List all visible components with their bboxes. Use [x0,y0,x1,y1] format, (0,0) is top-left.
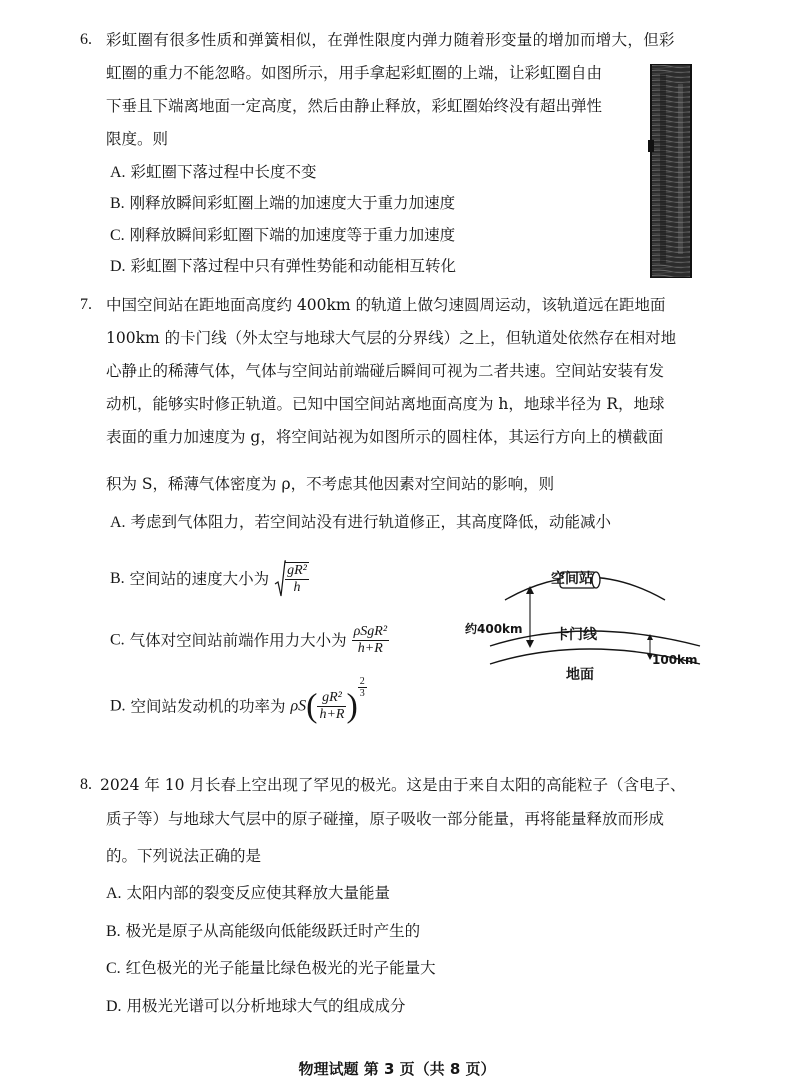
fraction-numerator: gR² [287,563,307,578]
option-label: B. [106,923,121,940]
sqrt-expression [274,560,309,598]
q8-option-b [106,921,420,942]
q7-stem-line: 积为 S，稀薄气体密度为 ρ，不考虑其他因素对空间站的影响，则 [106,475,555,493]
option-text: 空间站发动机的功率为 [130,697,286,716]
option-text: 气体对空间站前端作用力大小为 [129,631,347,650]
orbit-height-label: 约400km [465,622,523,636]
fraction [352,624,389,657]
option-label: A. [110,164,126,181]
karman-height-label: 100km [652,653,698,667]
option-label: A. [106,885,122,902]
q6-stem-line: 彩虹圈有很多性质和弹簧相似，在弹性限度内弹力随着形变量的增加而增大，但彩 [106,31,675,49]
karman-line-label: 卡门线 [555,627,597,643]
option-text: 太阳内部的裂变反应使其释放大量能量 [126,884,391,902]
q7-option-c [110,624,389,657]
exponent-denominator: 3 [359,688,365,699]
option-label: A. [110,514,126,531]
q8-option-c [106,958,436,979]
option-label: D. [110,697,126,715]
q7-stem-line: 表面的重力加速度为 g，将空间站视为如图所示的圆柱体，其运行方向上的横截面 [106,428,664,446]
q7-stem-line: 动机，能够实时修正轨道。已知中国空间站离地面高度为 h，地球半径为 R，地球 [106,395,665,413]
q8-option-a [106,883,390,904]
q7-option-d [110,676,367,725]
fraction-numerator: gR² [322,690,342,705]
fraction-denominator: h [285,579,309,596]
option-text: 红色极光的光子能量比绿色极光的光子能量大 [125,959,436,977]
q6-option-a [110,162,317,183]
page-footer: 物理试题 第 3 页（共 8 页） [298,1060,496,1078]
q8-stem-line: 的。下列说法正确的是 [106,847,262,865]
exponent-fraction [358,676,367,699]
power-prefix: ρS [290,697,307,715]
fraction-denominator: h+R [319,707,345,722]
option-text: 用极光光谱可以分析地球大气的组成成分 [126,997,406,1015]
option-label: B. [110,195,125,212]
altitude-arrow [526,586,534,648]
q8-option-d [106,996,406,1017]
option-text: 极光是原子从高能级向低能级跃迁时产生的 [125,922,421,940]
q6-option-d [110,256,456,277]
option-text: 刚释放瞬间彩虹圈下端的加速度等于重力加速度 [129,226,456,244]
q6-stem-line: 限度。则 [106,130,169,148]
q7-number: 7. [80,296,92,313]
q7-option-a [110,512,611,533]
option-label: D. [110,258,126,275]
q6-option-b [110,193,455,214]
option-text: 空间站的速度大小为 [129,570,270,588]
q6-stem-line: 虹圈的重力不能忽略。如图所示，用手拿起彩虹圈的上端，让彩虹圈自由 [106,64,603,82]
q8-stem-line: 质子等）与地球大气层中的原子碰撞，原子吸收一部分能量，再将能量释放而形成 [106,810,665,828]
option-label: C. [110,631,125,649]
option-label: C. [106,960,121,977]
option-text: 彩虹圈下落过程中长度不变 [130,163,317,181]
q6-stem-line: 下垂且下端离地面一定高度，然后由静止释放，彩虹圈始终没有超出弹性 [106,97,603,115]
rainbow-spring-photo [648,64,694,278]
q7-stem-line: 100km 的卡门线（外太空与地球大气层的分界线）之上，但轨道处依然存在相对地 [106,329,677,347]
space-station-label: 空间站 [551,571,593,587]
option-label: B. [110,570,125,587]
right-paren: ) [346,687,358,725]
ground-label: 地面 [566,667,594,683]
option-text: 彩虹圈下落过程中只有弹性势能和动能相互转化 [130,257,457,275]
q8-stem-line: 2024 年 10 月长春上空出现了罕见的极光。这是由于来自太阳的高能粒子（含电子、 [100,776,686,794]
q6-option-c [110,225,455,246]
option-label: D. [106,998,122,1015]
q7-stem-line: 心静止的稀薄气体，气体与空间站前端碰后瞬间可视为二者共速。空间站安装有发 [106,362,665,380]
fraction-denominator: h+R [352,640,389,657]
left-paren: ( [306,687,318,725]
exponent-numerator: 2 [359,676,365,687]
fraction [317,690,346,723]
q7-stem-line: 中国空间站在距地面高度约 400km 的轨道上做匀速圆周运动，该轨道远在距地面 [106,296,666,314]
q8-number: 8. [80,776,92,793]
fraction-numerator: ρSgR² [353,624,388,639]
option-label: C. [110,227,125,244]
q7-option-b [110,560,309,598]
option-text: 考虑到气体阻力，若空间站没有进行轨道修正，其高度降低，动能减小 [130,513,612,531]
option-text: 刚释放瞬间彩虹圈上端的加速度大于重力加速度 [129,194,456,212]
q6-number: 6. [80,31,92,48]
